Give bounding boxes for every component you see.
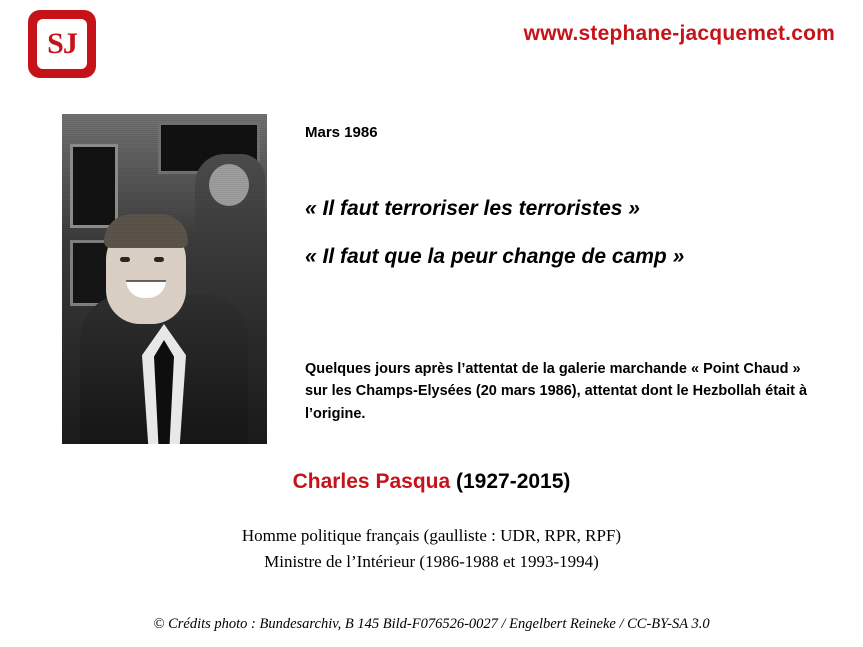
person-bio — [0, 523, 863, 576]
quote-line-1: « Il faut terroriser les terroristes » — [305, 197, 640, 220]
site-logo[interactable] — [28, 10, 96, 78]
photo-grain-overlay — [62, 114, 267, 444]
context-paragraph: Quelques jours après l’attentat de la galerie marchande « Point Chaud » sur les Champs-Elysées (20 mars 1986), attentat dont le Hezbollah était à l’origine. — [305, 361, 808, 422]
person-name-line — [0, 470, 863, 494]
photo-credits: © Crédits photo : Bundesarchiv, B 145 Bild-F076526-0027 / Engelbert Reineke / CC-BY-SA 3.0 — [153, 616, 710, 632]
bio-line-1: Homme politique français (gaulliste : UDR, RPR, RPF) — [241, 526, 622, 545]
bio-line-2: Ministre de l’Intérieur (1986-1988 et 1993-1994) — [264, 552, 599, 572]
person-name: Charles Pasqua — [292, 470, 451, 493]
logo-inner-square — [37, 19, 87, 69]
date-label: Mars 1986 — [305, 124, 378, 141]
quote-block — [305, 198, 825, 294]
portrait-photo — [62, 114, 267, 444]
quote-line-2: « Il faut que la peur change de camp » — [305, 245, 685, 269]
person-years: (1927-2015) — [450, 470, 571, 493]
logo-monogram: SJ — [47, 27, 77, 60]
site-url-text[interactable]: www.stephane-jacquemet.com — [523, 22, 835, 45]
